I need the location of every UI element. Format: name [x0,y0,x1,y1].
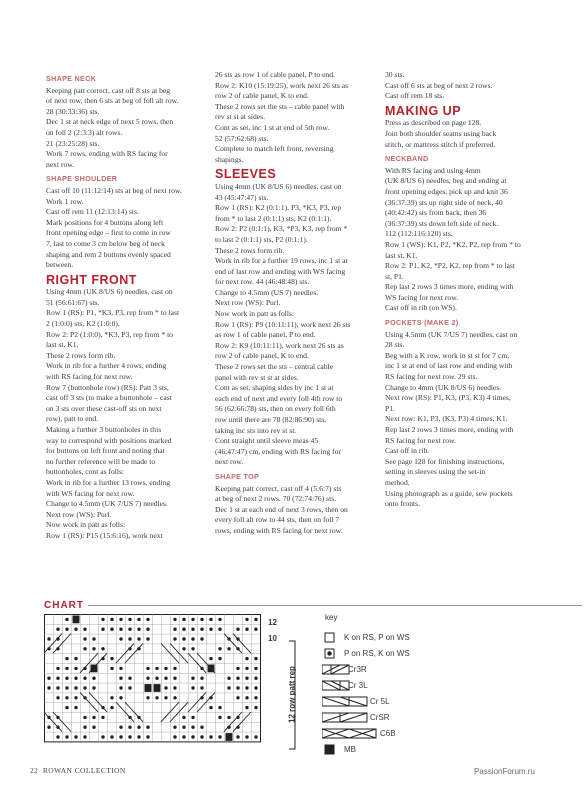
text-line: Using 4.5mm (UK 7/US 7) needles, cast on [385,329,518,339]
text-line: panel with rev st st at sides. [215,372,299,382]
text-line: with RS facing for next row. [46,372,133,382]
text-line: buttonholes, cont as folls: [46,467,125,477]
column-2 [215,70,380,537]
text-line: each end of next and every foll 4th row to [215,393,343,403]
page-footer [30,766,126,775]
text-line: (36:37:39) sts up right side of neck, 40 [385,197,503,207]
text-line: Cast off in rib. [385,446,430,456]
text-line: stitch, or mattress stitch if preferred. [385,139,496,149]
text-line: P1. [385,403,395,413]
text-line: front opening edge – first to come in row [46,228,171,238]
repeat-bracket [287,640,299,750]
text-line: st, P1. [385,271,404,281]
text-line: cast off 3 sts (to make a buttonhole – cast [46,393,172,403]
text-line: 51 (56:61:67) sts. [46,297,100,307]
knitting-chart [44,614,266,744]
key-label: CrSR [370,713,390,722]
text-line: shapings. [215,154,244,164]
text-line: Change to 4.5mm (US 7) needles. [215,287,319,297]
mb-icon [322,744,336,756]
text-line: Work 7 rows, ending with RS facing for [46,149,168,159]
text-line: Row 1 (RS): P15 (15:6:16), work next [46,530,163,540]
dot-square-icon [322,648,336,660]
text-line: no further reference will be made to [46,456,156,466]
text-line: as row 1 of cable panel, P to end. [215,330,316,340]
text-line: Using 4mm (UK 8/US 6) needles, cast on [215,181,342,191]
text-line: 28 sts. [385,340,405,350]
text-line: Next row: K1, P3, (K3, P3) 4 times, K1. [385,414,508,424]
text-line: method. [385,477,410,487]
text-line: Keeping patt correct, cast off 4 (5:6:7) sts [215,483,342,493]
text-line: Cast off 6 sts at beg of next 2 rows. [385,80,493,90]
text-line: rev st st at sides. [215,112,265,122]
text-line: Join both shoulder seams using back [385,128,497,138]
text-line: Making a further 3 buttonholes in this [46,425,162,434]
text-line: next row. [46,159,75,169]
text-line: Row 2: P2 (1:0:0), *K3, P3, rep from * to [46,329,173,339]
text-line: Rep last 2 rows 3 times more, ending with [385,425,514,434]
watermark: PassionForum.ru [474,767,535,776]
text-line: Row 1 (WS): K1, P2, *K2, P2, rep from * to [385,239,521,249]
text-line: row), patt to end. [46,414,99,424]
text-line: Keeping patt correct, cast off 8 sts at beg [46,85,171,95]
text-line: inc 1 st at end of last row and ending with [385,361,513,371]
key-label: Cr 3L [348,681,368,690]
text-line: Using photograph as a guide, sew pockets [385,488,513,498]
section-heading: SHAPE NECK [46,74,97,83]
blank-square-icon [322,632,336,644]
text-line: end of last row and ending with WS facing [215,266,346,276]
text-line: (UK 8/US 6) needles, beg and ending at [385,176,507,186]
text-line: Now work in patt as folls: [215,309,295,319]
text-line: Complete to match left front, reversing [215,144,334,154]
text-line: of next row, then 6 sts at beg of foll alt row. [46,96,179,106]
c6b-icon [322,728,377,740]
text-line: rows, ending with RS facing for next row. [215,525,343,535]
text-line: on 3 sts over these cast-off sts on next [46,403,162,413]
text-line: Row 2: P1, K2, *P2, K2, rep from * to last [385,261,515,271]
section-heading: NECKBAND [385,154,429,164]
text-line: Row 1 (RS): P9 (10:11:11), work next 26 sts [215,319,351,329]
text-line: at beg of next 2 rows. 70 (72:74:76) sts. [215,494,337,504]
text-line: onto fronts. [385,499,421,509]
text-line: Change to 4mm (UK 8/US 6) needles. [385,382,502,392]
text-line: 21 (23:25:28) sts. [46,138,100,148]
text-line: Cast off in rib (on WS). [385,303,457,313]
key-label: MB [344,745,356,754]
text-line: 7, last to come 3 cm below beg of neck [46,238,165,248]
text-line: These 2 rows set the sts – central cable [215,362,334,372]
text-line: Row 1 (RS): K2 (0:1:1), P3, *K3, P3, rep [215,203,342,213]
text-line: between. [46,260,74,270]
text-line: every foll alt row to 44 sts, then on foll 7 [215,515,340,525]
text-line: Next row (RS): P1, K3, (P3, K3) 4 times, [385,393,511,403]
text-line: Next row (WS): Purl. [215,298,281,308]
text-line: setting in sleeves using the set-in [385,467,486,477]
text-line: These 2 rows form rib. [46,350,116,360]
publication-title: ROWAN COLLECTION [42,766,126,775]
key-label: C6B [380,729,396,738]
text-line: Change to 4.5mm (UK 7/US 7) needles. [46,499,168,509]
text-line: See page 128 for finishing instructions, [385,456,505,466]
text-line: row until there are 78 (82:86:90) sts, [215,415,327,424]
text-line: 2 (1:0:0) sts, K2 (1:0:0). [46,319,120,329]
text-line: shaping and rem 2 buttons evenly spaced [46,249,171,259]
text-line: last st, K1. [385,250,418,260]
text-line: Row 2: P2 (0:1:1), K3, *P3, K3, rep from * [215,224,348,234]
section-heading: SHAPE SHOULDER [46,174,118,184]
text-line: from * to last 2 (0:1:1) sts, K2 (0:1:1). [215,213,332,223]
text-line: Work in rib for a further 19 rows, inc 1 st at [215,256,348,266]
text-line: These 2 rows set the sts – cable panel with [215,101,345,111]
text-line: Cast off rem 18 sts. [385,91,445,101]
text-line: With RS facing and using 4mm [385,165,481,175]
text-line: Rep last 2 rows 3 times more, ending with [385,282,514,292]
text-line: to last 2 (0:1:1) sts, P2 (0:1:1). [215,234,308,244]
text-line: Using 4mm (UK 8/US 6) needles, cast on [46,287,173,297]
chart-row-10-label: 10 [268,634,277,643]
section-heading: POCKETS (MAKE 2) [385,318,459,328]
text-line: Now work in patt as folls: [46,520,126,530]
page-number: 22 [30,766,39,775]
text-line: front opening edges, pick up and knit 36 [385,186,508,196]
text-line: Dec 1 st at each end of next 3 rows, then on [215,504,348,514]
text-line: 112 (112:116:120) sts. [385,229,453,239]
text-line: Work 1 row. [46,196,84,206]
text-line: 26 sts as row 1 of cable panel, P to end. [215,70,335,79]
cr3r-icon [322,664,350,676]
text-line: Work in rib for a further 13 rows, ending [46,477,171,487]
chart-row-12-label: 12 [268,618,277,627]
text-line: Dec 1 st at neck edge of next 5 rows, then [46,117,174,127]
text-line: Row 2: K10 (15:19:25), work next 26 sts as [215,80,349,90]
section-heading: RIGHT FRONT [46,272,137,287]
text-line: 56 (62:66:78) sts, then on every foll 6th [215,404,336,414]
text-line: RS facing for next row. [385,435,456,445]
section-heading: MAKING UP [385,103,462,118]
text-line: Row 7 (buttonhole row) (RS): Patt 3 sts, [46,382,169,392]
chart-divider [88,605,582,606]
text-line: Beg with a K row, work in st st for 7 cm, [385,350,510,360]
text-line: Row 1 (RS): P1, *K3, P3, rep from * to last [46,308,180,318]
section-heading: SLEEVES [215,167,277,182]
text-line: These 2 rows form rib. [215,245,285,255]
text-line: Mark positions for 4 buttons along left [46,217,164,227]
text-line: Row 2: K9 (10:11:11), work next 26 sts as [215,340,344,350]
text-line: WS facing for next row. [385,292,459,302]
text-line: Cont straight until sleeve meas 45 [215,436,319,446]
text-line: next row. [215,457,244,467]
text-line: row 2 of cable panel, K to end. [215,91,309,101]
section-heading: SHAPE TOP [215,471,260,481]
text-line: (36:37:39) sts down left side of neck. [385,218,499,228]
column-3 [385,70,555,510]
cr3l-icon [322,680,350,692]
text-line: (46:47:47) cm, ending with RS facing for [215,446,341,456]
text-line: for next row. 44 (46:48:48) sts. [215,277,310,287]
text-line: 30 sts. [385,70,405,79]
text-line: Cont as set, shaping sides by inc 1 st at [215,383,334,393]
text-line: way to correspond with positions marked [46,435,172,445]
key-label: Cr 5L [370,697,390,706]
chart-title: CHART [44,600,84,611]
key-label: K on RS, P on WS [344,633,410,642]
text-line: 52 (57:62:68) sts. [215,133,269,143]
text-line: 43 (45:47:47) sts. [215,192,269,202]
text-line: Next row (WS): Purl. [46,509,112,519]
text-line: Cast off rem 11 (12:13:14) sts. [46,207,139,217]
text-line: RS facing for next row. 29 sts. [385,372,478,382]
text-line: (40:42:42) sts from back, then 36 [385,208,487,218]
key-label: P on RS, K on WS [344,649,410,658]
text-line: last st, K1. [46,340,79,350]
text-line: 28 (30:33:36) sts. [46,106,100,116]
text-line: Press as described on page 128. [385,118,482,128]
text-line: with WS facing for next row. [46,488,135,498]
key-label: Cr3R [348,665,367,674]
key-title: key [325,613,338,622]
column-1 [46,70,206,542]
text-line: Cont as set, inc 1 st at end of 5th row. [215,122,330,132]
text-line: taking inc sts into rev st st. [215,425,297,435]
cr5r-icon [322,712,368,724]
text-line: on foll 2 (2:3:3) alt rows. [46,127,123,137]
text-line: Cast off 10 (11:12:14) sts at beg of next row. [46,185,182,195]
text-line: Work in rib for a further 4 rows, ending [46,361,167,371]
cr5l-icon [322,696,368,708]
text-line: for buttons on left front and noting that [46,446,165,456]
text-line: row 2 of cable panel, K to end. [215,351,309,361]
repeat-label: 12 row patt rep [287,666,297,723]
